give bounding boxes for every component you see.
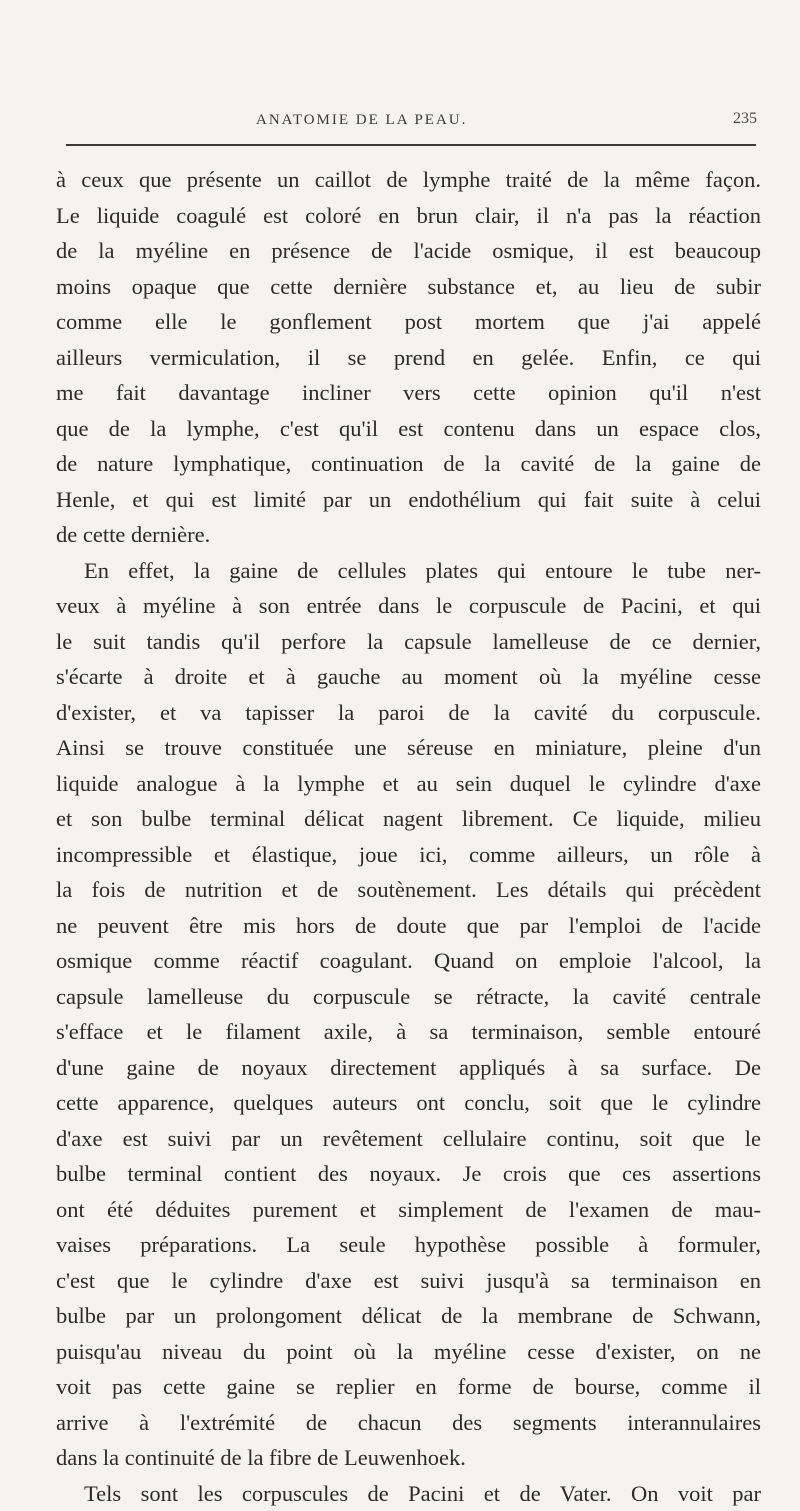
text-line: d'axe est suivi par un revêtement cellulaire continu, soit que le <box>56 1121 761 1157</box>
text-line: comme elle le gonflement post mortem que j'ai appelé <box>56 304 761 340</box>
text-line: la fois de nutrition et de soutènement. Les détails qui précèdent <box>56 872 761 908</box>
paragraph-start-line: Tels sont les corpuscules de Pacini et de Vater. On voit par <box>56 1476 761 1511</box>
running-title: ANATOMIE DE LA PEAU. <box>256 112 467 129</box>
text-line: moins opaque que cette dernière substance et, au lieu de subir <box>56 269 761 305</box>
text-line: c'est que le cylindre d'axe est suivi jusqu'à sa terminaison en <box>56 1263 761 1299</box>
text-line: bulbe par un prolongoment délicat de la membrane de Schwann, <box>56 1298 761 1334</box>
text-line: ont été déduites purement et simplement de l'examen de mau- <box>56 1192 761 1228</box>
text-line: liquide analogue à la lymphe et au sein duquel le cylindre d'axe <box>56 766 761 802</box>
text-line: capsule lamelleuse du corpuscule se rétracte, la cavité centrale <box>56 979 761 1015</box>
paragraph-end-line: de cette dernière. <box>56 517 761 553</box>
text-line: vaises préparations. La seule hypothèse possible à formuler, <box>56 1227 761 1263</box>
text-line: Ainsi se trouve constituée une séreuse en miniature, pleine d'un <box>56 730 761 766</box>
text-line: arrive à l'extrémité de chacun des segments interannulaires <box>56 1405 761 1441</box>
text-line: de la myéline en présence de l'acide osmique, il est beaucoup <box>56 233 761 269</box>
text-line: s'écarte à droite et à gauche au moment où la myéline cesse <box>56 659 761 695</box>
text-line: d'une gaine de noyaux directement appliqués à sa surface. De <box>56 1050 761 1086</box>
page-number: 235 <box>733 110 757 128</box>
text-line: me fait davantage incliner vers cette opinion qu'il n'est <box>56 375 761 411</box>
body-text <box>56 162 761 1511</box>
text-line: osmique comme réactif coagulant. Quand on emploie l'alcool, la <box>56 943 761 979</box>
text-line: cette apparence, quelques auteurs ont conclu, soit que le cylindre <box>56 1085 761 1121</box>
text-line: bulbe terminal contient des noyaux. Je crois que ces assertions <box>56 1156 761 1192</box>
text-line: que de la lymphe, c'est qu'il est contenu dans un espace clos, <box>56 411 761 447</box>
text-line: ailleurs vermiculation, il se prend en gelée. Enfin, ce qui <box>56 340 761 376</box>
header-rule <box>66 144 756 146</box>
text-line: le suit tandis qu'il perfore la capsule lamelleuse de ce dernier, <box>56 624 761 660</box>
text-line: puisqu'au niveau du point où la myéline cesse d'exister, on ne <box>56 1334 761 1370</box>
text-line: et son bulbe terminal délicat nagent librement. Ce liquide, milieu <box>56 801 761 837</box>
text-line: à ceux que présente un caillot de lymphe traité de la même façon. <box>56 162 761 198</box>
text-line: veux à myéline à son entrée dans le corpuscule de Pacini, et qui <box>56 588 761 624</box>
text-line: voit pas cette gaine se replier en forme de bourse, comme il <box>56 1369 761 1405</box>
paragraph-end-line: dans la continuité de la fibre de Leuwenhoek. <box>56 1440 761 1476</box>
text-line: Henle, et qui est limité par un endothélium qui fait suite à celui <box>56 482 761 518</box>
paragraph-start-line: En effet, la gaine de cellules plates qui entoure le tube ner- <box>56 553 761 589</box>
text-line: incompressible et élastique, joue ici, comme ailleurs, un rôle à <box>56 837 761 873</box>
text-line: d'exister, et va tapisser la paroi de la cavité du corpuscule. <box>56 695 761 731</box>
text-line: de nature lymphatique, continuation de la cavité de la gaine de <box>56 446 761 482</box>
text-line: ne peuvent être mis hors de doute que par l'emploi de l'acide <box>56 908 761 944</box>
text-line: s'efface et le filament axile, à sa terminaison, semble entouré <box>56 1014 761 1050</box>
text-line: Le liquide coagulé est coloré en brun clair, il n'a pas la réaction <box>56 198 761 234</box>
